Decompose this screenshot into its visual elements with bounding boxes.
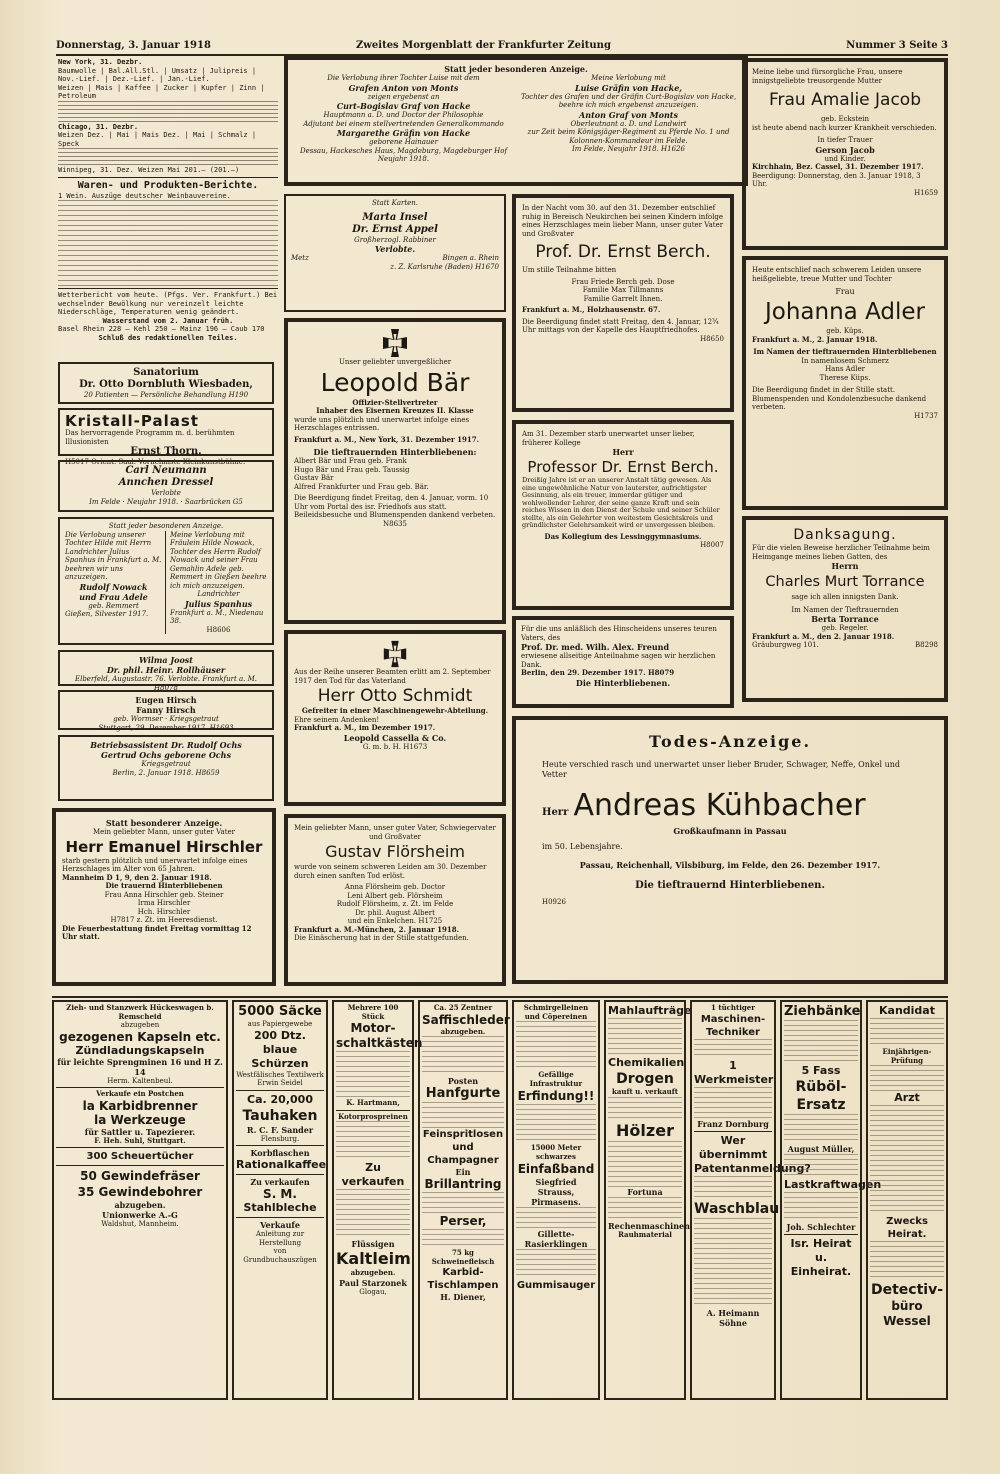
- page-header: [56, 40, 948, 56]
- waren-text: 1 Wein. Auszüge deutscher Weinbauvereine.: [58, 191, 231, 200]
- winnipeg: Winnipeg, 31. Dez. Weizen Mai 201.— (201.—): [58, 166, 240, 174]
- classified-col-7: 1 tüchtiger Maschinen-Techniker 1 Werkmeister Franz Dornburg Wer übernimmt Patentanmeldung? Waschblau A. Heimann Söhne: [690, 1000, 776, 1400]
- chicago-title: Chicago, 31. Dezbr.: [58, 122, 139, 131]
- ad-kristall-palast: Kristall-Palast Das hervorragende Programm m. d. berühmten Illusionisten Ernst Thorn. H5017 Orient. Saal. Vornehmste Kleinkunstbühne.: [58, 408, 274, 456]
- ad-berch-kollegium: Am 31. Dezember starb unerwartet unser lieber, früherer Kollege Herr Professor Dr. Ernst Berch. Dreißig Jahre ist er an unserer Anstalt tätig gewesen. Als eine ungewöhnliche Natur von lauterster, aufrichtigster Gesinnung, als ein treuer, immerdar gütiger und wohlwollender Lehrer, der seine ganze Kraft und sein reiches Wissen in den Dienst der Schule und seiner Schüler stellte, als ein Gelehrter von weitestem Gesichtskreis und gründlichster Gelehrsamkeit wird er unvergessen bleiben. Das Kollegium des Lessinggymnasiums. H8007: [512, 420, 734, 610]
- chicago-table-rows: [58, 148, 278, 166]
- ad-joost: Wilma Joost Dr. phil. Heinr. Rollhäuser Elberfeld, Augustastr. 76. Verlobte. Frankfurt a. M. H8078: [58, 650, 274, 686]
- classified-col-3: Mehrere 100 Stück Motor-schaltkästen K. Hartmann, Kotorprospreinen Zu verkaufen Flüssigen Kaltleim abzugeben. Paul Starzonek Glogau,: [332, 1000, 414, 1400]
- ad-neumann: Carl Neumann Annchen Dressel Verlobte Im Felde · Neujahr 1918. · Saarbrücken G5: [58, 460, 274, 512]
- ny-row-1: Baumwolle | Bal.All.Stl. | Umsatz | Julipreis | Nov.-Lief. | Dez.-Lief. | Jan.-Lief.: [58, 66, 257, 83]
- header-number: Nummer 3 Seite 3: [846, 40, 948, 51]
- classified-col-5: Schmirgelleinen und Cöpereinen Gefällige Infrastruktur Erfindung!! 15000 Meter schwarzes Einfaßband Siegfried Strauss, Pirmasens. Gillette- Rasierklingen Gummisauger: [512, 1000, 600, 1400]
- header-date: Donnerstag, 3. Januar 1918: [56, 40, 211, 51]
- waren-title: Waren- und Produkten-Berichte.: [77, 179, 259, 191]
- iron-cross-icon: [381, 640, 409, 668]
- iron-cross-icon: [380, 328, 410, 358]
- chicago-row: Weizen Dez. | Mai | Mais Dez. | Mai | Schmalz | Speck: [58, 131, 257, 148]
- classified-col-4: Ca. 25 Zentner Saffischleder abzugeben. Posten Hanfgurte Feinspritlosen und Champagner Ein Brillantring Perser, 75 kg Schweinefleisch Karbid- Tischlampen H. Diener,: [418, 1000, 508, 1400]
- market-reports: [58, 58, 278, 358]
- classified-col-9: Kandidat Einjährigen-Prüfung Arzt Zwecks Heirat. Detectiv- büro Wessel: [866, 1000, 948, 1400]
- wasser-text: Basel Rhein 228 — Kehl 250 — Mainz 196 — Caub 170: [58, 325, 265, 333]
- ad-sanatorium: Sanatorium Dr. Otto Dornbluth Wiesbaden, 20 Patienten — Persönliche Behandlung H190: [58, 362, 274, 404]
- ad-nowack-spanhus: Statt jeder besonderen Anzeige. Die Verlobung unserer Tochter Hilde mit Herrn Landrichter Julius Spanhus in Frankfurt a. M. beehren wir uns anzuzeigen. Rudolf Nowack und Frau Adele geb. Remmert Gießen, Silvester 1917. Meine Verlobung mit Fräulein Hilde Nowack, Tochter des Herrn Rudolf Nowack und seiner Frau Gemahlin Adele geb. Remmert in Gießen beehre ich mich anzuzeigen. Landrichter Julius Spanhus Frankfurt a. M., Niedenau 38. H8606: [58, 517, 274, 645]
- ad-johanna-adler: Heute entschlief nach schwerem Leiden unsere heißgeliebte, treue Mutter und Tochter Frau Johanna Adler geb. Küps. Frankfurt a. M., 2. Januar 1918. Im Namen der tieftrauernden Hinterbliebenen In namenlosem Schmerz Hans Adler Therese Küps. Die Beerdigung findet in der Stille statt. Blumenspenden und Kondolenzbesuche dankend verbeten. H1737: [742, 256, 948, 510]
- ad-hirsch: Eugen Hirsch Fanny Hirsch geb. Wormser · Kriegsgetraut Stuttgart, 29. Dezember 1917. H1693: [58, 690, 274, 730]
- ad-hirschler: Statt besonderer Anzeige. Mein geliebter Mann, unser guter Vater Herr Emanuel Hirschler starb gestern plötzlich und unerwartet infolge eines Herzschlages im Alter von 65 Jahren. Mannheim D 1, 9, den 2. Januar 1918. Die trauernd Hinterbliebenen Frau Anna Hirschler geb. Steiner Irma Hirschler Hch. Hirschler H7817 z. Zt. im Heeresdienst. Die Feuerbestattung findet Freitag vormittag 12 Uhr statt.: [52, 808, 276, 986]
- classified-col-8: Ziehbänke 5 Fass Rüböl-Ersatz August Müller, Lastkraftwagen Joh. Schlechter Isr. Heirat u. Einheirat.: [780, 1000, 862, 1400]
- waren-body: [58, 200, 278, 286]
- schluss: Schluß des redaktionellen Teiles.: [98, 333, 238, 342]
- ad-hacke-monts: Statt jeder besonderen Anzeige. Die Verlobung ihrer Tochter Luise mit dem Grafen Anton von Monts zeigen ergebenst an Curt-Bogislav Graf von Hacke Hauptmann a. D. und Doctor der Philosophie Adjutant bei einem stellvertretenden Generalkommando Margarethe Gräfin von Hacke geborene Hainauer Dessau, Hackesches Haus, Magdeburg, Magdeburger Hof Neujahr 1918. Meine Verlobung mit Luise Gräfin von Hacke, Tochter des Grafen und der Gräfin Curt-Bogislav von Hacke, beehre ich mich ergebenst anzuzeigen. Anton Graf von Monts Oberleutnant a. D. und Landwirt zur Zeit beim Königsjäger-Regiment zu Pferde No. 1 und Kolonnen-Kommandeur im Felde. Im Felde, Neujahr 1918. H1626: [284, 56, 748, 186]
- ny-table-rows: [58, 101, 278, 123]
- classified-col-1: Zieh- und Stanzwerk Hückeswagen b. Remscheid abzugeben gezogenen Kapseln etc. Zündladungskapseln für leichte Sprengminen 16 und H Z. 14 Herm. Kaltenbeul. Verkaufe ein Postchen la Karbidbrenner la Werkzeuge für Sattler u. Tapezierer. F. Heh. Suhl, Stuttgart. 300 Scheuertücher 50 Gewindefräser 35 Gewindebohrer abzugeben. Unionwerke A.-G Waldshut, Mannheim.: [52, 1000, 228, 1400]
- classified-col-6: Mahlaufträge Chemikalien Drogen kauft u. verkauft Hölzer Fortuna Rechenmaschinen Rauhmaterial: [604, 1000, 686, 1400]
- wetter: Wetterbericht vom heute. (Pfgs. Ver. Frankfurt.) Bei wechselnder Bewölkung nur vereinzelt leichte Niederschläge, Temperaturen wenig geändert.: [58, 291, 278, 316]
- wasser-title: Wasserstand vom 2. Januar früh.: [102, 316, 234, 325]
- ad-freund: Für die uns anläßlich des Hinscheidens unseres teuren Vaters, des Prof. Dr. med. Wilh. Alex. Freund erwiesene allseitige Anteilnahme sagen wir herzlichen Dank. Berlin, den 29. Dezember 1917. H8079 Die Hinterbliebenen.: [512, 616, 734, 708]
- ad-berch-family: In der Nacht vom 30. auf den 31. Dezember entschlief ruhig in Bereisch Neukirchen bei seinen Kindern infolge eines Herzschlages mein lieber Mann, unser guter Vater und Großvater Prof. Dr. Ernst Berch. Um stille Teilnahme bitten Frau Friede Berch geb. Dose Familie Max Tillmanns Familie Garrelt Ihnen. Frankfurt a. M., Holzhausenstr. 67. Die Beerdigung findet statt Freitag, den 4. Januar, 12¾ Uhr mittags von der Kapelle des Hauptfriedhofes. H8650: [512, 194, 734, 412]
- ad-torrance: Danksagung. Für die vielen Beweise herzlicher Teilnahme beim Heimgange meines lieben Gatten, des Herrn Charles Murt Torrance sage ich allen innigsten Dank. Im Namen der Tieftrauernden Berta Torrance geb. Regeler. Frankfurt a. M., den 2. Januar 1918. Gräuburgweg 101. B8298: [742, 516, 948, 702]
- ad-otto-schmidt: Aus der Reihe unserer Beamten erlitt am 2. September 1917 den Tod für das Vaterland Herr Otto Schmidt Gefreiter in einer Maschinengewehr-Abteilung. Ehre seinem Andenken! Frankfurt a. M., im Dezember 1917. Leopold Cassella & Co. G. m. b. H. H1673: [284, 630, 506, 806]
- ad-insel-appel: Statt Karten. Marta Insel Dr. Ernst Appel Großherzogl. Rabbiner Verlobte. Metz Bingen a. Rhein z. Z. Karlsruhe (Baden) H1670: [284, 194, 506, 312]
- ny-row-2: Weizen | Mais | Kaffee | Zucker | Kupfer | Zinn | Petroleum: [58, 83, 265, 100]
- ad-ochs: Betriebsassistent Dr. Rudolf Ochs Gertrud Ochs geborene Ochs Kriegsgetraut Berlin, 2. Januar 1918. H8659: [58, 735, 274, 801]
- ad-amalie-jacob: Meine liebe und fürsorgliche Frau, unsere innigstgeliebte treusorgende Mutter Frau Amalie Jacob geb. Eckstein ist heute abend nach kurzer Krankheit verschieden. In tiefer Trauer Gerson Jacob und Kinder. Kirchhain, Bez. Cassel, 31. Dezember 1917. Beerdigung: Donnerstag, den 3. Januar 1918, 3 Uhr. H1659: [742, 58, 948, 250]
- header-title: Zweites Morgenblatt der Frankfurter Zeitung: [356, 40, 611, 51]
- classified-col-2: 5000 Säcke aus Papiergewebe 200 Dtz. blaue Schürzen Westfälisches Textilwerk Erwin Seidel Ca. 20,000 Tauhaken R. C. F. Sander Flensburg. Korbflaschen Rationalkaffee Zu verkaufen S. M. Stahlbleche Verkaufe Anleitung zur Herstellung von Grundbuchauszügen: [232, 1000, 328, 1400]
- ad-floersheim: Mein geliebter Mann, unser guter Vater, Schwiegervater und Großvater Gustav Flörsheim wurde von seinem schweren Leiden am 30. Dezember durch einen sanften Tod erlöst. Anna Flörsheim geb. Doctor Leni Albert geb. Flörsheim Rudolf Flörsheim, z. Zt. im Felde Dr. phil. August Albert und ein Enkelchen. H1725 Frankfurt a. M.-München, 2. Januar 1918. Die Einäscherung hat in der Stille stattgefunden.: [284, 814, 506, 986]
- ad-leopold-baer: Unser geliebter unvergeßlicher Leopold Bär Offizier-Stellvertreter Inhaber des Eisernen Kreuzes II. Klasse wurde uns plötzlich und unerwartet infolge eines Herzschlages entrissen. Frankfurt a. M., New York, 31. Dezember 1917. Die tieftrauernden Hinterbliebenen: Albert Bär und Frau geb. Frank Hugo Bär und Frau geb. Taussig Gustav Bär Alfred Frankfurter und Frau geb. Bär. Die Beerdigung findet Freitag, den 4. Januar, vorm. 10 Uhr vom Portal des isr. Friedhofs aus statt. Beileidsbesuche und Blumenspenden dankend verbeten. N8635: [284, 318, 506, 624]
- classifieds-section: [52, 996, 948, 1406]
- ny-title: New York, 31. Dezbr.: [58, 58, 143, 66]
- ad-kuehbacher: Todes-Anzeige. Heute verschied rasch und unerwartet unser lieber Bruder, Schwager, Neffe, Onkel und Vetter Herr Andreas Kühbacher Großkaufmann in Passau im 50. Lebensjahre. Passau, Reichenhall, Vilsbiburg, im Felde, den 26. Dezember 1917. Die tieftrauernd Hinterbliebenen. H0926: [512, 716, 948, 984]
